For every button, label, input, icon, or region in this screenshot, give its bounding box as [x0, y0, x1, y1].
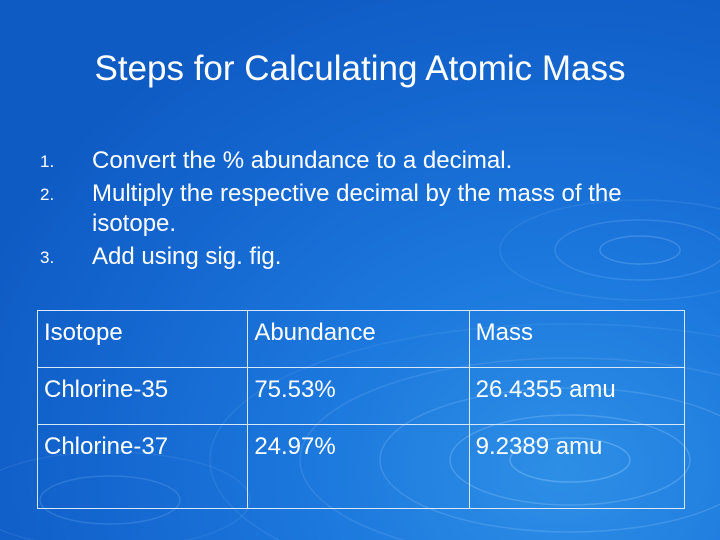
step-number: 1.: [40, 152, 55, 171]
slide-title: Steps for Calculating Atomic Mass: [94, 49, 626, 88]
step-text: Add using sig. fig.: [92, 243, 282, 270]
table-row: [38, 368, 685, 425]
step-item: [40, 179, 700, 239]
table-header-cell: Mass: [469, 311, 684, 368]
table-cell: Chlorine-35: [38, 368, 248, 425]
table-row: [38, 425, 685, 509]
step-number: 3.: [40, 248, 55, 267]
step-text: Multiply the respective decimal by the mass of the isotope.: [92, 180, 622, 237]
step-item: [40, 146, 700, 176]
table-cell: 24.97%: [248, 425, 469, 509]
table-header-cell: Abundance: [248, 311, 469, 368]
steps-list: [40, 146, 700, 275]
step-number: 2.: [40, 185, 55, 204]
step-text: Convert the % abundance to a decimal.: [92, 147, 513, 174]
table-header-cell: Isotope: [38, 311, 248, 368]
table-cell: 26.4355 amu: [469, 368, 684, 425]
table-cell: 75.53%: [248, 368, 469, 425]
table-cell: Chlorine-37: [38, 425, 248, 509]
isotope-table: [37, 310, 685, 509]
step-item: [40, 242, 700, 272]
table-header-row: [38, 311, 685, 368]
table-cell: 9.2389 amu: [469, 425, 684, 509]
